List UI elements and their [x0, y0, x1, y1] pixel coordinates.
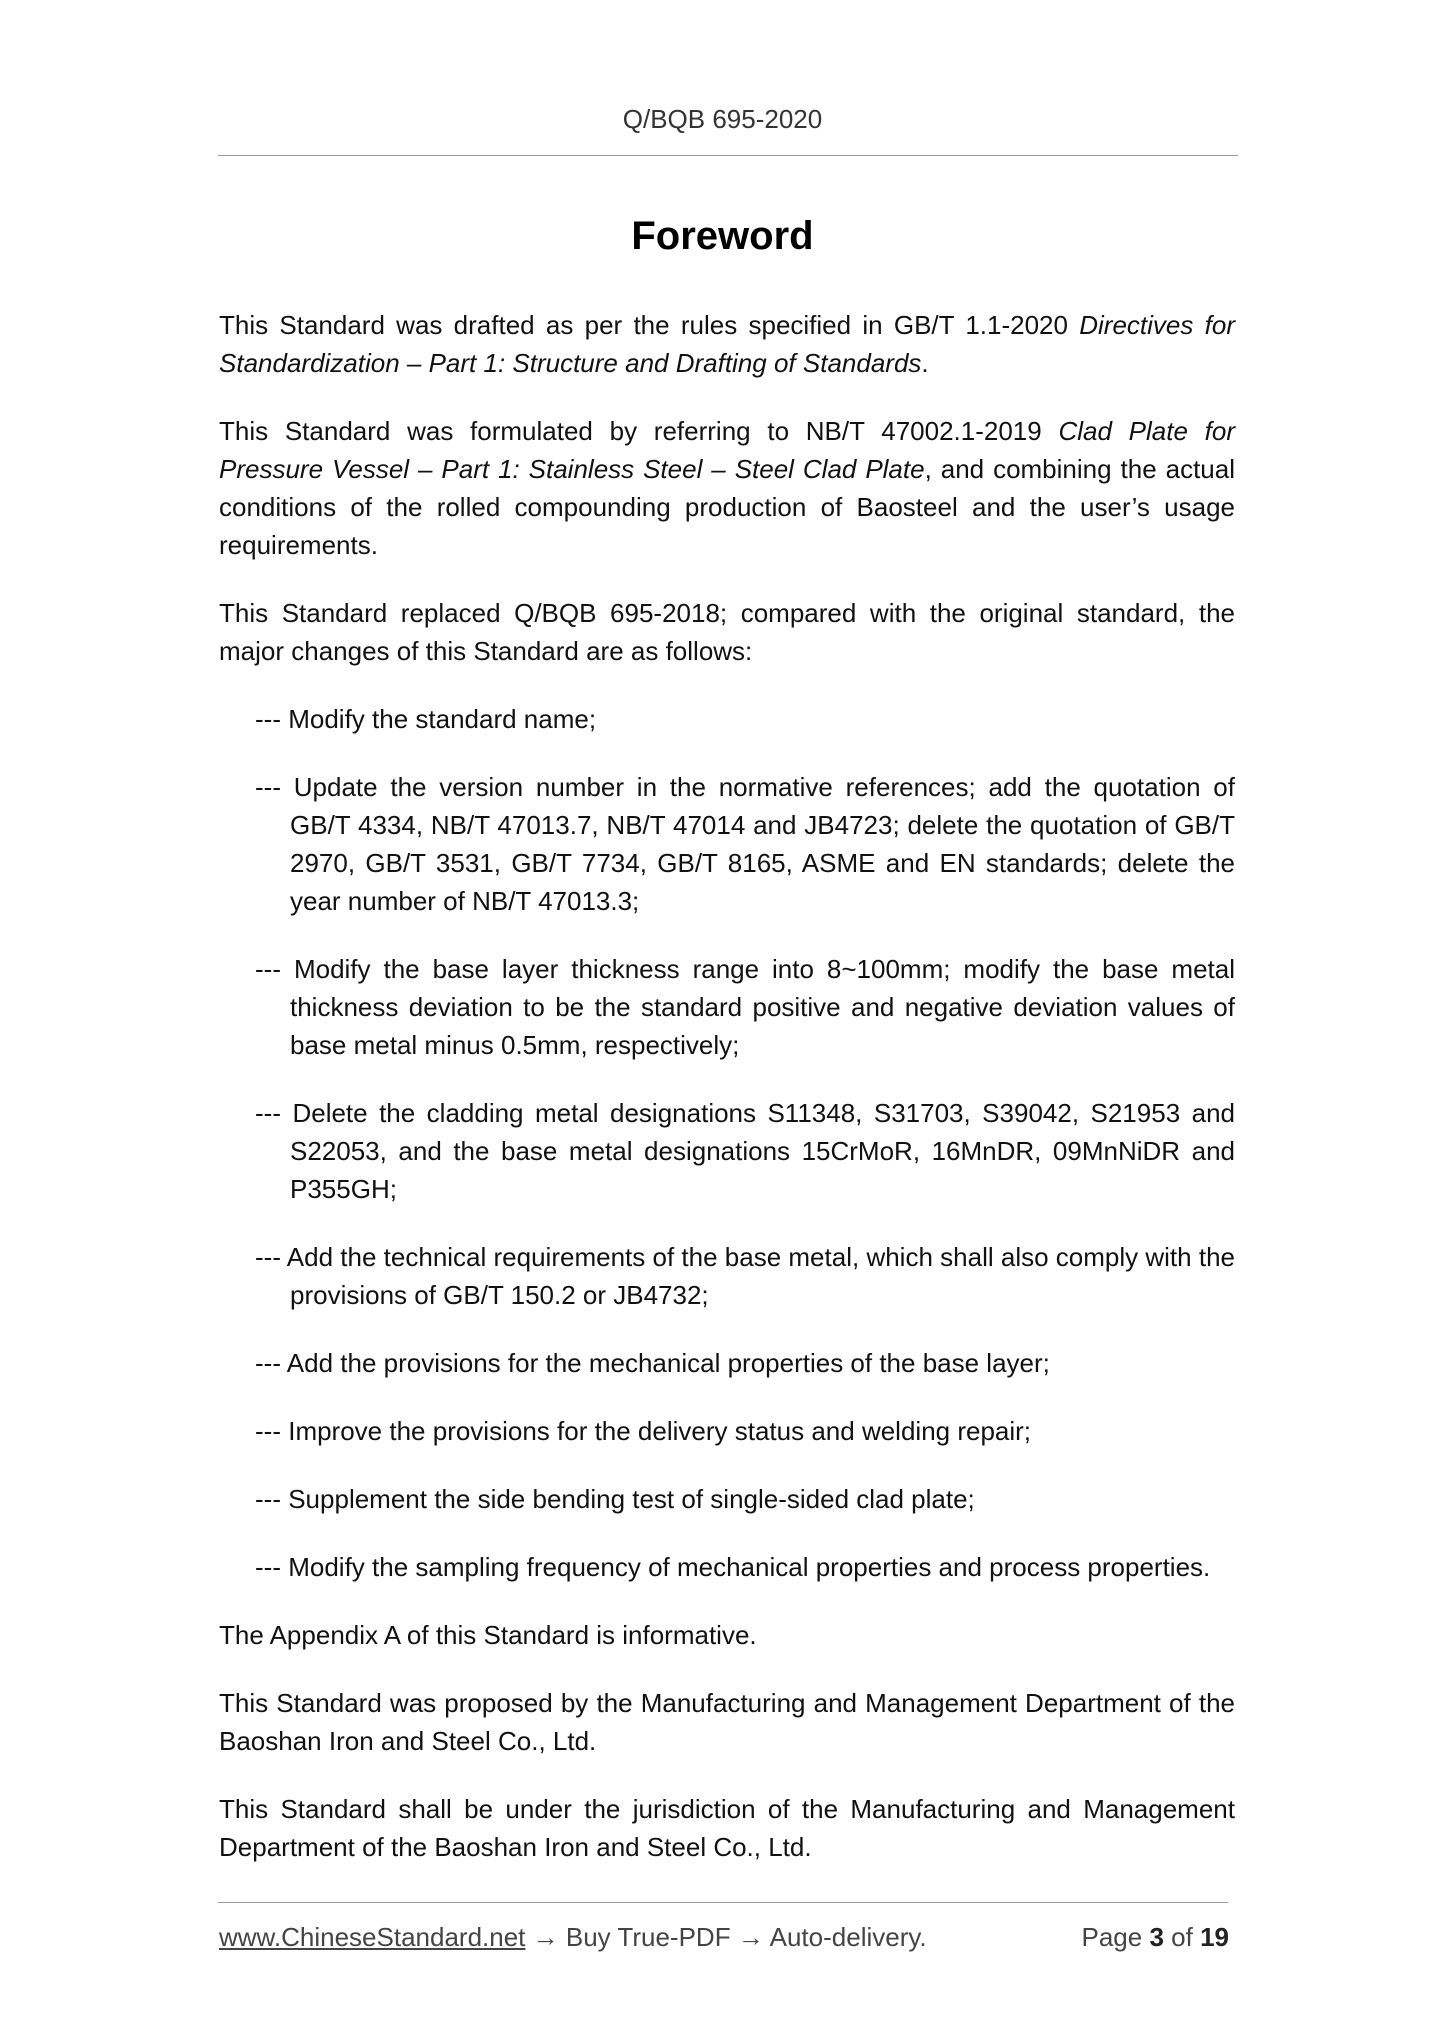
list-dash: --- [255, 1348, 281, 1378]
paragraph-replacement: This Standard replaced Q/BQB 695-2018; compared with the original standard, the major changes of this Standard are as follows: [219, 598, 1235, 666]
list-dash: --- [255, 1242, 281, 1272]
changes-list [219, 700, 1235, 1586]
website-link[interactable]: www.ChineseStandard.net [219, 1922, 526, 1952]
list-item-text: Add the technical requirements of the base metal, which shall also comply with the provisions of GB/T 150.2 or JB4732; [286, 1242, 1235, 1310]
paragraph-jurisdiction: This Standard shall be under the jurisdiction of the Manufacturing and Management Department of the Baoshan Iron and Steel Co., Ltd. [219, 1794, 1235, 1862]
list-item [255, 1412, 1235, 1450]
page-of-label: of [1171, 1922, 1193, 1952]
total-pages: 19 [1200, 1922, 1229, 1952]
list-item [255, 768, 1235, 920]
list-item [255, 1344, 1235, 1382]
page-footer [219, 1922, 1229, 1962]
list-dash: --- [255, 1484, 281, 1514]
list-item-text: Modify the base layer thickness range into 8~100mm; modify the base metal thickness deviation to be the standard positive and negative deviation values of base metal minus 0.5mm, respectively; [290, 954, 1235, 1060]
list-item [255, 1548, 1235, 1586]
list-dash: --- [255, 1552, 281, 1582]
list-item-text: Modify the standard name; [288, 704, 597, 734]
list-item [255, 1480, 1235, 1518]
referenced-standard-title: Clad Plate for Pressure Vessel – Part 1: Stainless Steel – Steel Clad Plate [219, 416, 1235, 484]
paragraph-drafting-rules [219, 306, 1235, 382]
list-item [255, 950, 1235, 1064]
paragraph-text: This Standard was drafted as per the rules specified in GB/T 1.1-2020 [219, 310, 1080, 340]
list-dash: --- [255, 704, 281, 734]
paragraph-formulation [219, 412, 1235, 564]
list-dash: --- [255, 1416, 281, 1446]
paragraph-appendix: The Appendix A of this Standard is informative. [219, 1620, 757, 1650]
arrow-right-icon: → [737, 1922, 764, 1952]
auto-delivery-text: Auto-delivery. [769, 1922, 927, 1952]
header-divider [218, 155, 1238, 156]
buy-pdf-text: Buy True-PDF [565, 1922, 731, 1952]
list-item-text: Update the version number in the normative references; add the quotation of GB/T 4334, NB/T 47013.7, NB/T 47014 and JB4723; delete the quotation of GB/T 2970, GB/T 3531, GB/T 7734, GB/T 8165, ASME and EN standards; delete the year number of NB/T 47013.3; [290, 772, 1235, 916]
footer-divider [218, 1902, 1228, 1903]
arrow-right-icon: → [532, 1922, 559, 1952]
list-item [255, 1094, 1235, 1208]
list-item-text: Modify the sampling frequency of mechanical properties and process properties. [288, 1552, 1211, 1582]
list-dash: --- [255, 1098, 281, 1128]
page-number [1081, 1922, 1229, 1953]
list-item [255, 700, 1235, 738]
paragraph-text: , and combining the actual conditions of the rolled compounding production of Baosteel and the user’s usage requirements. [219, 454, 1235, 560]
page-label: Page [1081, 1922, 1143, 1952]
current-page: 3 [1149, 1922, 1164, 1952]
list-item-text: Supplement the side bending test of single-sided clad plate; [288, 1484, 975, 1514]
paragraph-text: . [921, 348, 929, 378]
foreword-body [219, 306, 1235, 1896]
document-code-header: Q/BQB 695-2020 [622, 104, 823, 134]
footer-promo [219, 1922, 927, 1953]
list-item-text: Delete the cladding metal designations S11348, S31703, S39042, S21953 and S22053, and the base metal designations 15CrMoR, 16MnDR, 09MnNiDR and P355GH; [290, 1098, 1235, 1204]
list-item-text: Add the provisions for the mechanical properties of the base layer; [286, 1348, 1050, 1378]
page-title: Foreword [631, 214, 814, 258]
paragraph-text: This Standard was formulated by referring to NB/T 47002.1-2019 [219, 416, 1059, 446]
list-dash: --- [255, 954, 281, 984]
list-dash: --- [255, 772, 281, 802]
referenced-standard-title: Directives for Standardization – Part 1: Structure and Drafting of Standards [219, 310, 1235, 378]
paragraph-proposer: This Standard was proposed by the Manufacturing and Management Department of the Baoshan Iron and Steel Co., Ltd. [219, 1688, 1235, 1756]
list-item-text: Improve the provisions for the delivery status and welding repair; [288, 1416, 1032, 1446]
list-item [255, 1238, 1235, 1314]
